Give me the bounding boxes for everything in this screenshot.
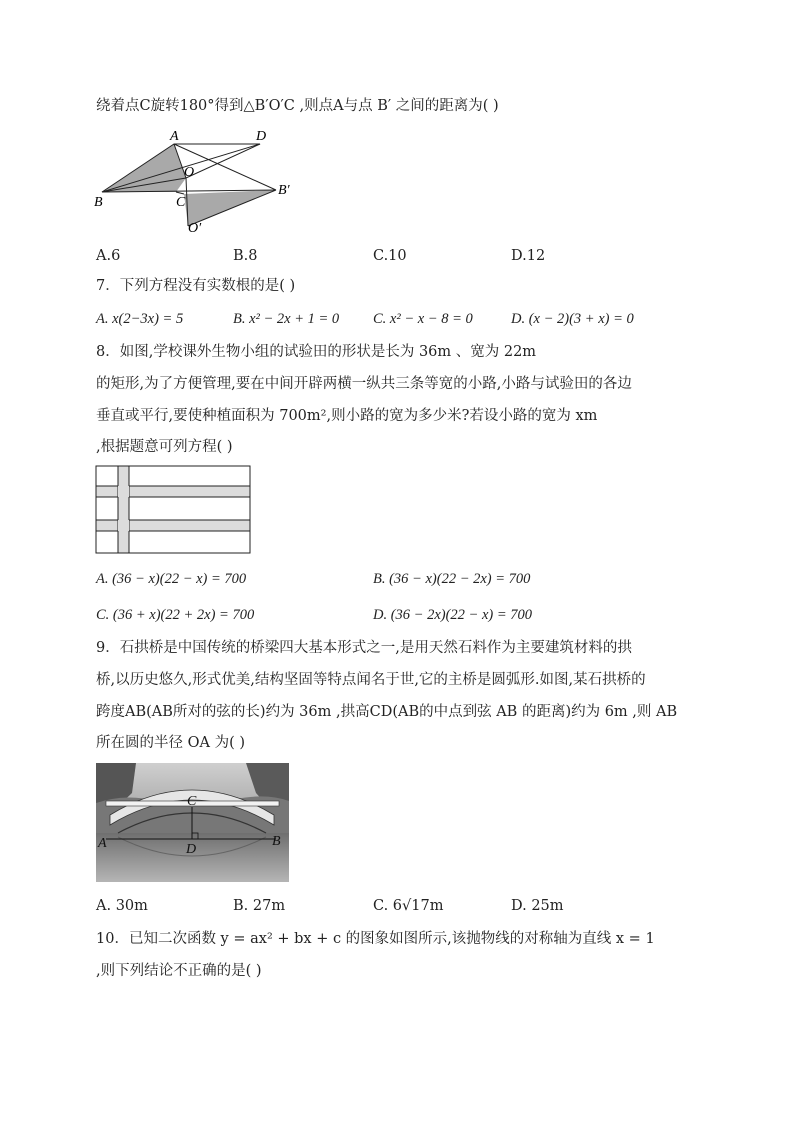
q8-line-1: 8．如图,学校课外生物小组的试验田的形状是长为 36m 、宽为 22m [96,344,537,360]
q8-option-c: C. (36 + x)(22 + 2x) = 700 [96,607,255,623]
q8-line-4: ,根据题意可列方程( ) [96,439,233,455]
label-B-prime: B′ [278,183,290,198]
q6-option-c: C.10 [373,248,407,264]
q7-option-b: B. x² − 2x + 1 = 0 [233,311,340,327]
q7-option-d: D. (x − 2)(3 + x) = 0 [511,311,634,327]
q9-line-2: 桥,以历史悠久,形式优美,结构坚固等特点闻名于世,它的主桥是圆弧形.如图,某石拱桥的 [96,672,646,688]
q9-line-1: 9．石拱桥是中国传统的桥梁四大基本形式之一,是用天然石料作为主要建筑材料的拱 [96,640,632,656]
q8-option-b: B. (36 − x)(22 − 2x) = 700 [373,571,531,587]
q8-field-figure [95,465,255,557]
bridge-label-D: D [186,842,197,857]
label-O: O [184,165,195,180]
q8-option-d: D. (36 − 2x)(22 − x) = 700 [373,607,533,623]
q7-option-a: A. x(2−3x) = 5 [96,311,184,327]
q9-option-b: B. 27m [233,898,286,914]
q8-option-a: A. (36 − x)(22 − x) = 700 [96,571,247,587]
q9-line-4: 所在圆的半径 OA 为( ) [96,735,245,751]
q6-figure [92,126,292,236]
label-D: D [256,129,267,144]
q9-option-c: C. 6√17m [373,898,444,914]
q9-line-3: 跨度AB(AB所对的弦的长)约为 36m ,拱高CD(AB的中点到弦 AB 的距离)约为 6m ,则 AB [96,704,678,720]
q7-option-c: C. x² − x − 8 = 0 [373,311,473,327]
bridge-label-C: C [187,794,197,809]
q6-option-d: D.12 [511,248,546,264]
label-A: A [170,129,179,144]
q8-line-2: 的矩形,为了方便管理,要在中间开辟两横一纵共三条等宽的小路,小路与试验田的各边 [96,376,632,392]
q6-option-a: A.6 [96,248,121,264]
stone-bridge-photo [96,763,289,882]
label-O-prime: O′ [188,221,202,236]
q6-option-b: B.8 [233,248,258,264]
q9-option-d: D. 25m [511,898,564,914]
q8-line-3: 垂直或平行,要使种植面积为 700m²,则小路的宽为多少米?若设小路的宽为 xm [96,408,598,424]
label-B: B [94,195,103,210]
q10-line-2: ,则下列结论不正确的是( ) [96,963,262,979]
q9-option-a: A. 30m [96,898,148,914]
bridge-label-A: A [98,836,107,851]
bridge-label-B: B [272,834,281,849]
q10-line-1: 10．已知二次函数 y = ax² + bx + c 的图象如图所示,该抛物线的对称轴为直线 x = 1 [96,931,655,947]
q6-stem: 绕着点C旋转180°得到△B′O′C ,则点A与点 B′ 之间的距离为( ) [96,98,499,114]
label-C: C [176,195,186,210]
q7-stem: 7．下列方程没有实数根的是( ) [96,278,296,294]
